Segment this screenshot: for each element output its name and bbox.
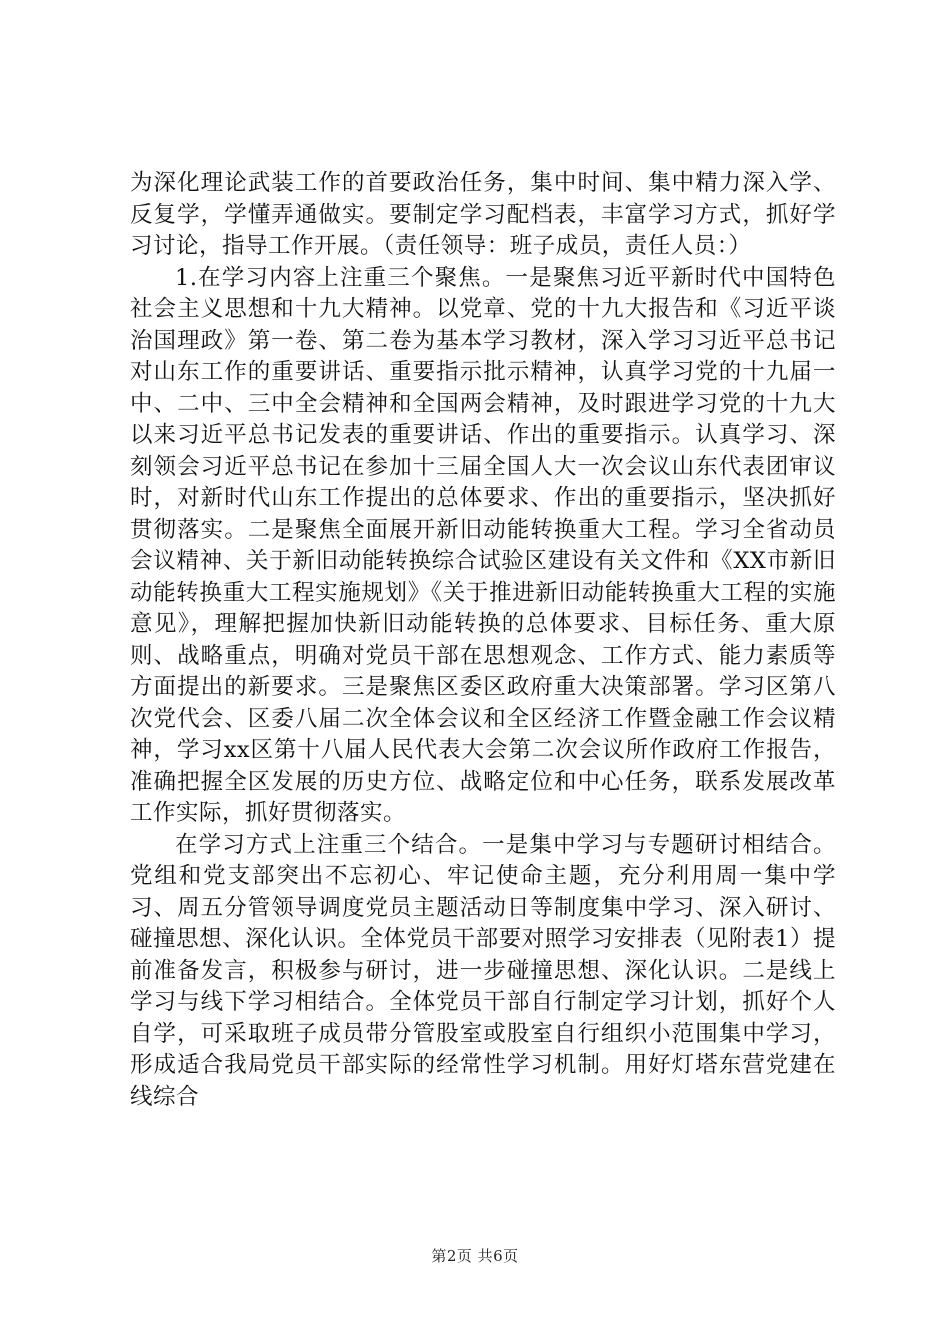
paragraph-study-content: 1.在学习内容上注重三个聚焦。一是聚焦习近平新时代中国特色社会主义思想和十九大精神。以党章、党的十九大报告和《习近平谈治国理政》第一卷、第二卷为基本学习教材，深入学习习近平总书记对山东工作的重要讲话、重要指示批示精神，认真学习党的十九届一中、二中、三中全会精神和全国两会精神，及时跟进学习党的十九大以来习近平总书记发表的重要讲话、作出的重要指示。认真学习、深刻领会习近平总书记在参加十三届全国人大一次会议山东代表团审议时，对新时代山东工作提出的总体要求、作出的重要指示，坚决抓好贯彻落实。二是聚焦全面展开新旧动能转换重大工程。学习全省动员会议精神、关于新旧动能转换综合试验区建设有关文件和《XX市新旧动能转换重大工程实施规划》《关于推进新旧动能转换重大工程的实施意见》，理解把握加快新旧动能转换的总体要求、目标任务、重大原则、战略重点，明确对党员干部在思想观念、工作方式、能力素质等方面提出的新要求。三是聚焦区委区政府重大决策部署。学习区第八次党代会、区委八届二次全体会议和全区经济工作暨金融工作会议精神，学习xx区第十八届人民代表大会第二次会议所作政府工作报告，准确把握全区发展的历史方位、战略定位和中心任务，联系发展改革工作实际，抓好贯彻落实。 bbox=[130, 264, 836, 826]
paragraph-study-methods: 在学习方式上注重三个结合。一是集中学习与专题研讨相结合。党组和党支部突出不忘初心、牢记使命主题，充分利用周一集中学习、周五分管领导调度党员主题活动日等制度集中学习、深入研讨、碰撞思想、深化认识。全体党员干部要对照学习安排表（见附表1）提前准备发言，积极参与研讨，进一步碰撞思想、深化认识。二是线上学习与线下学习相结合。全体党员干部自行制定学习计划，抓好个人自学，可采取班子成员带分管股室或股室自行组织小范围集中学习，形成适合我局党员干部实际的经常性学习机制。用好灯塔东营党建在线综合 bbox=[130, 831, 836, 1110]
body-text bbox=[130, 168, 836, 1113]
paragraph-continuation: 为深化理论武装工作的首要政治任务，集中时间、集中精力深入学、反复学，学懂弄通做实。要制定学习配档表，丰富学习方式，抓好学习讨论，指导工作开展。（责任领导：班子成员，责任人员：） bbox=[130, 170, 836, 259]
page-number-footer: 第2页 共6页 bbox=[431, 1247, 519, 1265]
